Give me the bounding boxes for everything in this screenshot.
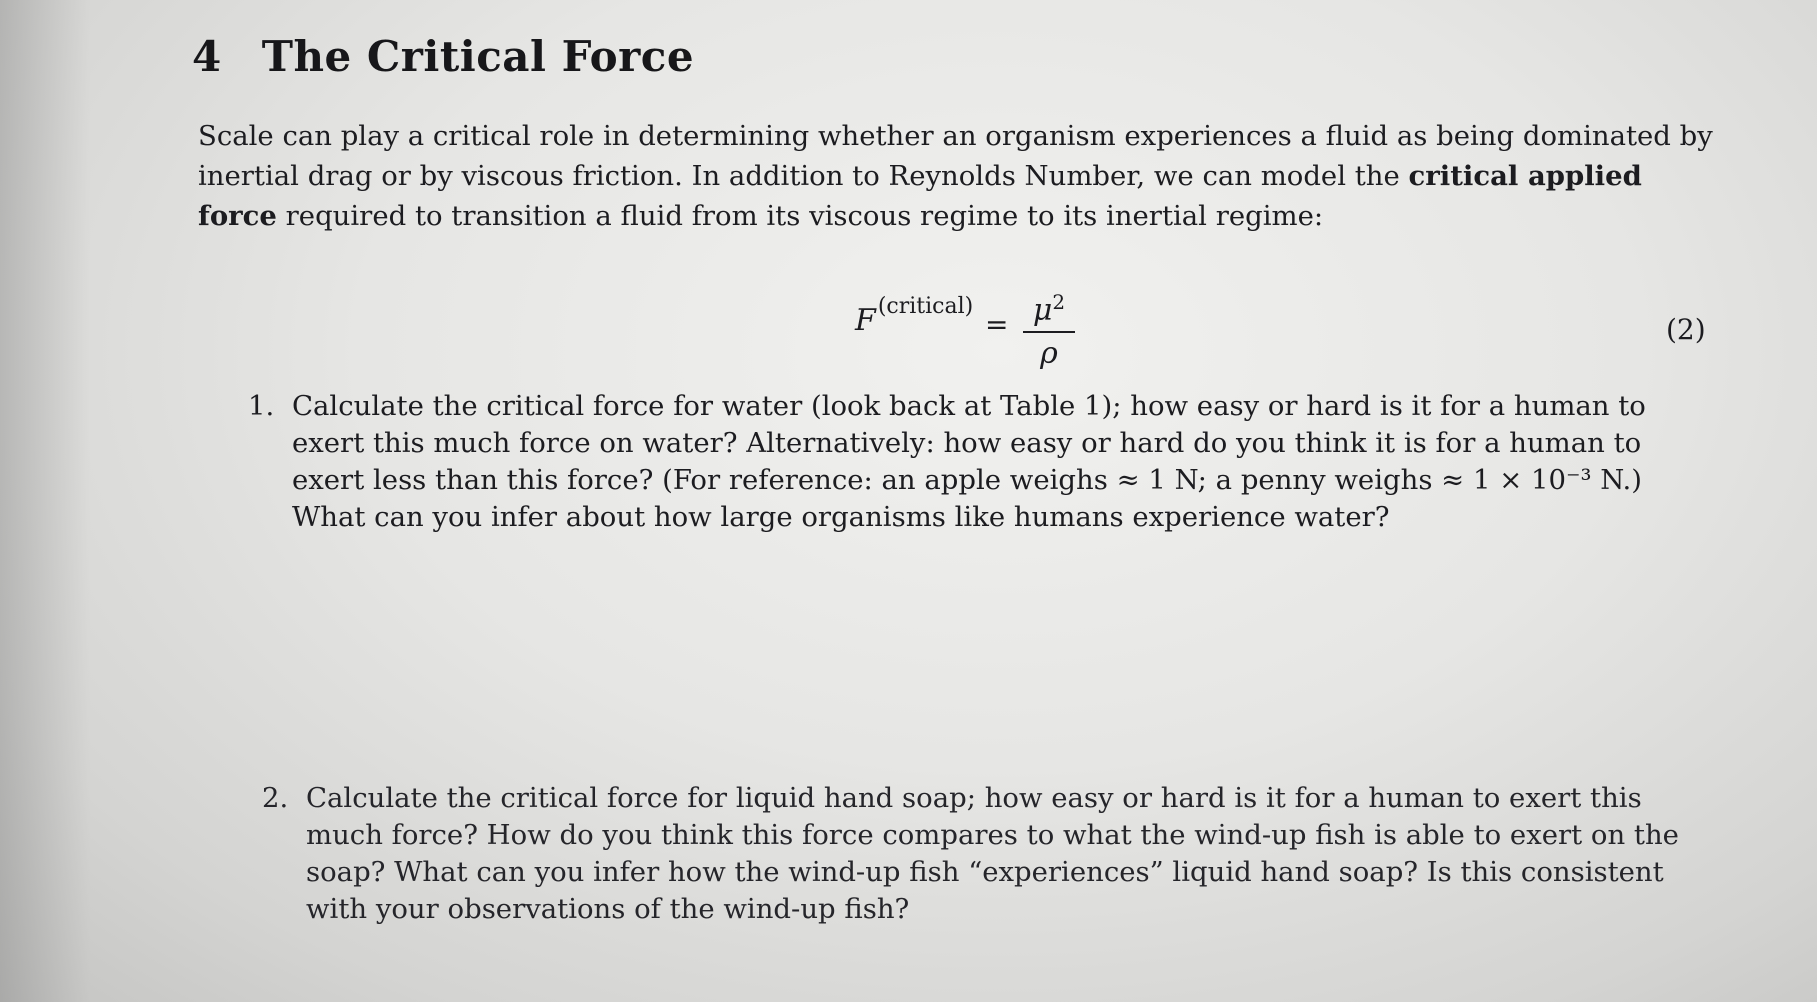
numerator-power: 2 (1052, 290, 1066, 314)
equals-sign: = (985, 308, 1009, 341)
intro-line (198, 156, 1726, 196)
question-line: Calculate the critical force for liquid hand soap; how easy or hard is it for a human to exert this (306, 782, 1642, 814)
question-line: What can you infer about how large organisms like humans experience water? (292, 501, 1390, 533)
equation-fraction (1023, 284, 1075, 371)
question-line: with your observations of the wind-up fish? (306, 893, 910, 925)
intro-line: Scale can play a critical role in determining whether an organism experiences a fluid as being dominated by (198, 120, 1713, 152)
viscosity-symbol: μ (1032, 293, 1053, 328)
question-line: much force? How do you think this force compares to what the wind-up fish is able to exert on the (306, 819, 1679, 851)
question-line: soap? What can you infer how the wind-up fish “experiences” liquid hand soap? Is this consistent (306, 856, 1664, 888)
fraction-bar (1023, 331, 1075, 333)
question-2 (262, 780, 1679, 940)
intro-paragraph (198, 116, 1726, 236)
force-superscript: (critical) (877, 294, 974, 319)
section-title: The Critical Force (261, 32, 695, 81)
question-line: exert this much force on water? Alternatively: how easy or hard do you think it is for a human to (292, 427, 1642, 459)
bold-term: critical applied (1408, 160, 1642, 192)
question-text (306, 780, 1679, 928)
fraction-denominator: ρ (1040, 336, 1058, 371)
section-number: 4 (192, 32, 222, 81)
page-shadow (0, 0, 90, 1002)
equation-number: (2) (1666, 313, 1706, 346)
intro-line (198, 196, 1726, 236)
section-heading (192, 32, 694, 81)
question-text (292, 388, 1707, 536)
question-line: Calculate the critical force for water (look back at Table 1); how easy or hard is it for a human to (292, 390, 1646, 422)
question-line: exert less than this force? (For reference: an apple weighs ≈ 1 N; a penny weighs ≈ 1 × 10⁻³ N.) (292, 464, 1643, 496)
force-symbol: F (855, 303, 876, 338)
bold-term: force (198, 200, 277, 232)
question-1 (248, 388, 1708, 548)
intro-text: inertial drag or by viscous friction. In addition to Reynolds Number, we can model the (198, 160, 1409, 192)
fraction-numerator (1023, 284, 1075, 329)
question-number: 1. (248, 390, 275, 422)
intro-text: required to transition a fluid from its viscous regime to its inertial regime: (276, 200, 1324, 232)
equation-lhs (855, 294, 974, 338)
question-number: 2. (262, 782, 289, 814)
